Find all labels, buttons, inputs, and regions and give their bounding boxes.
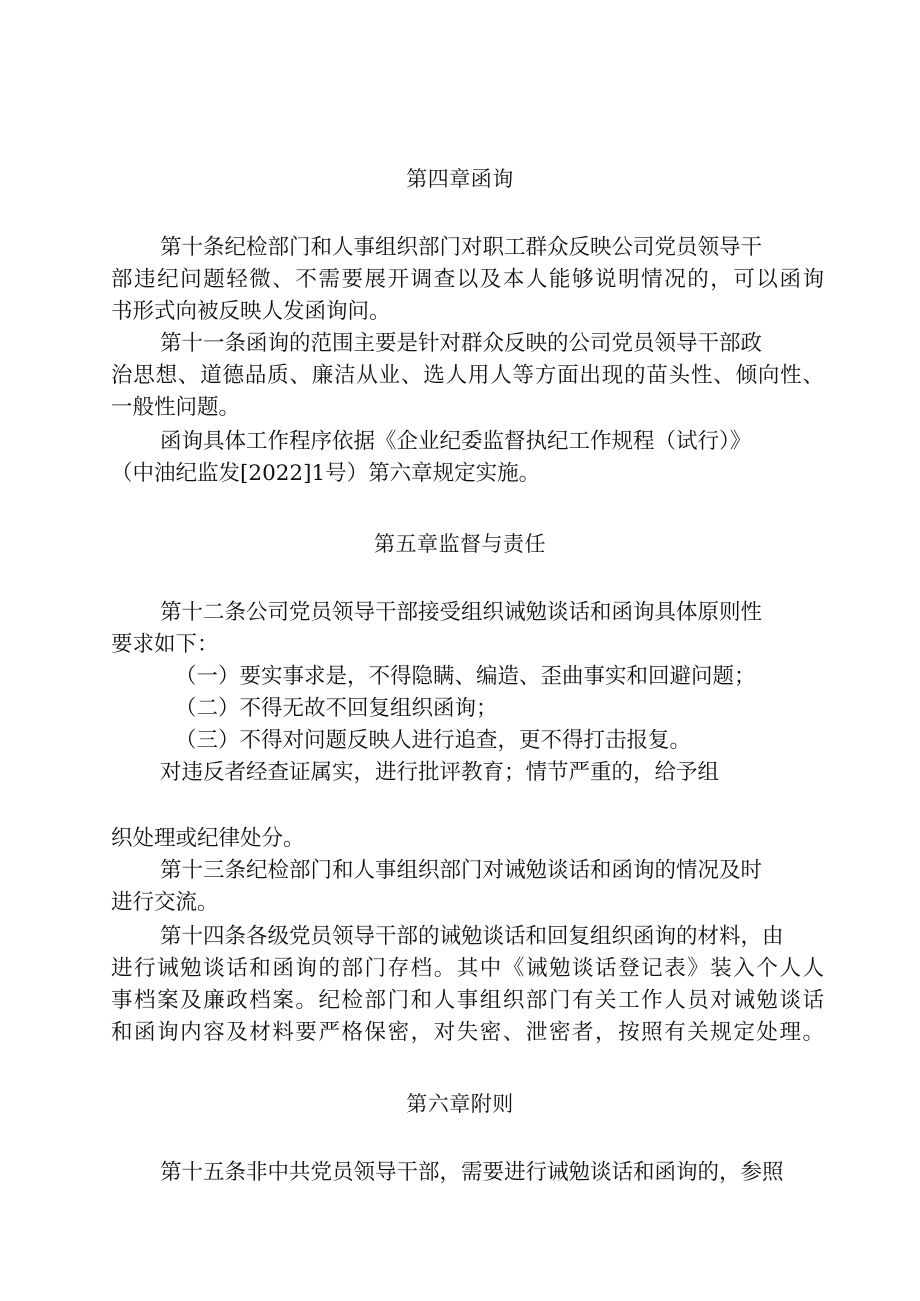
article-12-line-1: 第十二条公司党员领导干部接受组织诫勉谈话和函询具体原则性	[160, 600, 763, 625]
article-10-line-3: 书形式向被反映人发函询问。	[111, 299, 391, 324]
article-12-item-1: （一）要实事求是，不得隐瞒、编造、歪曲事实和回避问题；	[175, 664, 756, 689]
article-12-item-2: （二）不得无故不回复组织函询；	[175, 696, 498, 721]
violation-line-2: 织处理或纪律处分。	[111, 826, 305, 851]
article-14-line-3: 事档案及廉政档案。纪检部门和人事组织部门有关工作人员对诫勉谈话	[111, 988, 824, 1013]
article-14-line-1: 第十四条各级党员领导干部的诫勉谈话和回复组织函询的材料，由	[160, 924, 784, 949]
article-10-line-1: 第十条纪检部门和人事组织部门对职工群众反映公司党员领导干	[160, 235, 763, 260]
violation-line-1: 对违反者经查证属实，进行批评教育；情节严重的，给予组	[160, 760, 720, 785]
article-14-line-4: 和函询内容及材料要严格保密，对失密、泄密者，按照有关规定处理。	[111, 1020, 824, 1045]
chapter-6-heading: 第六章附则	[406, 1092, 514, 1116]
article-10-line-2: 部违纪问题轻微、不需要展开调查以及本人能够说明情况的，可以函询	[111, 267, 824, 292]
article-13-line-1: 第十三条纪检部门和人事组织部门对诫勉谈话和函询的情况及时	[160, 858, 763, 883]
article-11-line-1: 第十一条函询的范围主要是针对群众反映的公司党员领导干部政	[160, 331, 763, 356]
article-12-line-2: 要求如下：	[111, 632, 219, 657]
article-11-line-3: 一般性问题。	[111, 395, 241, 420]
article-11-line-2: 治思想、道德品质、廉洁从业、选人用人等方面出现的苗头性、倾向性、	[111, 363, 824, 388]
chapter-5-heading: 第五章监督与责任	[374, 532, 546, 556]
article-13-line-2: 进行交流。	[111, 890, 219, 915]
procedure-line-2: （中油纪监发[2022]1号）第六章规定实施。	[111, 461, 541, 486]
procedure-line-1: 函询具体工作程序依据《企业纪委监督执纪工作规程（试行）》	[160, 429, 752, 454]
article-15-line-1: 第十五条非中共党员领导干部，需要进行诫勉谈话和函询的，参照	[160, 1160, 784, 1185]
article-14-line-2: 进行诫勉谈话和函询的部门存档。其中《诫勉谈话登记表》装入个人人	[111, 956, 824, 981]
article-12-item-3: （三）不得对问题反映人进行追查，更不得打击报复。	[175, 728, 692, 753]
chapter-4-heading: 第四章函询	[406, 167, 514, 191]
